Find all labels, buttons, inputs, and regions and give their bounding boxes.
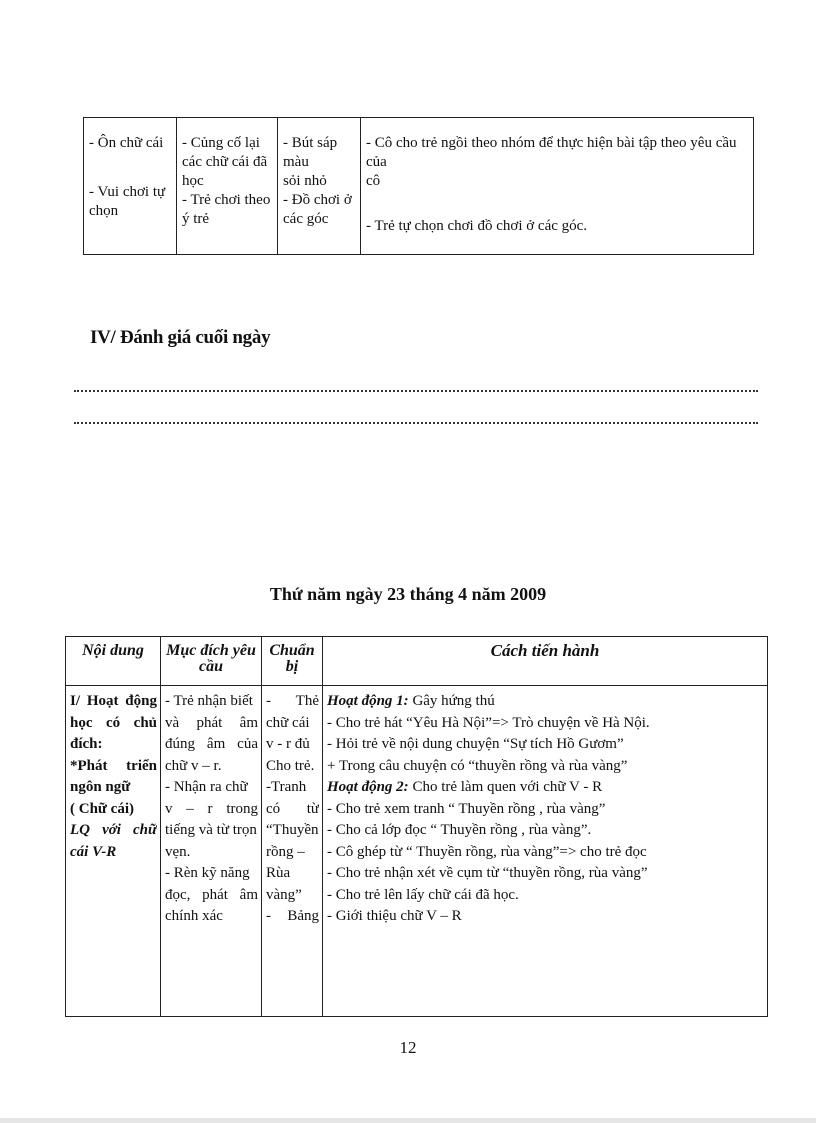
procedure-cell: - Cô cho trẻ ngồi theo nhóm để thực hiện bài tập theo yêu cầu của cô - Trẻ tự chọn chơi đồ chơi ở các góc. [361, 118, 754, 255]
page-edge [0, 1118, 816, 1123]
activity-1-heading: Hoạt động 1: Gây hứng thú [327, 693, 495, 709]
content-cell: I/ Hoạt động học có chủ đích: *Phát triển ngôn ngữ ( Chữ cái) LQ với chữ cái V-R [66, 686, 161, 1017]
procedure-cell: Hoạt động 1: Gây hứng thú - Cho trẻ hát “Yêu Hà Nội”=> Trò chuyện về Hà Nội. - Hỏi trẻ về nội dung chuyện “Sự tích Hồ Gươm” + Trong câu chuyện có “thuyền rồng và rùa vàng” Hoạt động 2: Cho trẻ làm quen với chữ V - R - Cho trẻ xem tranh “ Thuyền rồng , rùa vàng” - Cho cả lớp đọc “ Thuyền rồng , rùa vàng”. - Cô ghép từ “ Thuyền rồng, rùa vàng”=> cho trẻ đọc - Cho trẻ nhận xét về cụm từ “thuyền rồng, rùa vàng” - Cho trẻ lên lấy chữ cái đã học. - Giới thiệu chữ V – R [323, 686, 768, 1017]
header-procedure: Cách tiến hành [323, 637, 768, 686]
purpose-cell: - Củng cố lại các chữ cái đã học - Trẻ chơi theo ý trẻ [177, 118, 278, 255]
content-cell: - Ôn chữ cái - Vui chơi tự chọn [84, 118, 177, 255]
day-title: Thứ năm ngày 23 tháng 4 năm 2009 [269, 584, 547, 604]
header-preparation: Chuẩn bị [262, 637, 323, 686]
table-row [66, 686, 768, 1017]
header-purpose: Mục đích yêu cầu [161, 637, 262, 686]
preparation-cell: - Bút sáp màu sỏi nhỏ - Đồ chơi ở các góc [278, 118, 361, 255]
header-content: Nội dung [66, 637, 161, 686]
dotted-line [74, 390, 758, 392]
activity-table-bottom [65, 636, 768, 1017]
header-row [66, 637, 768, 686]
activity-table-top [83, 117, 754, 255]
purpose-cell: - Trẻ nhận biết và phát âm đúng âm của chữ v – r. - Nhận ra chữ v – r trong tiếng và từ trọn vẹn. - Rèn kỹ năng đọc, phát âm chính xác [161, 686, 262, 1017]
table-row [84, 118, 754, 255]
preparation-cell: - Thẻ chữ cái v - r đủ Cho trẻ. -Tranh có từ “Thuyền rồng – Rùa vàng” - Bảng [262, 686, 323, 1017]
dotted-line [74, 422, 758, 424]
activity-2-heading: Hoạt động 2: Cho trẻ làm quen với chữ V - R [327, 779, 603, 795]
page-number: 12 [399, 1038, 417, 1057]
section-heading: IV/ Đánh giá cuối ngày [90, 327, 271, 348]
